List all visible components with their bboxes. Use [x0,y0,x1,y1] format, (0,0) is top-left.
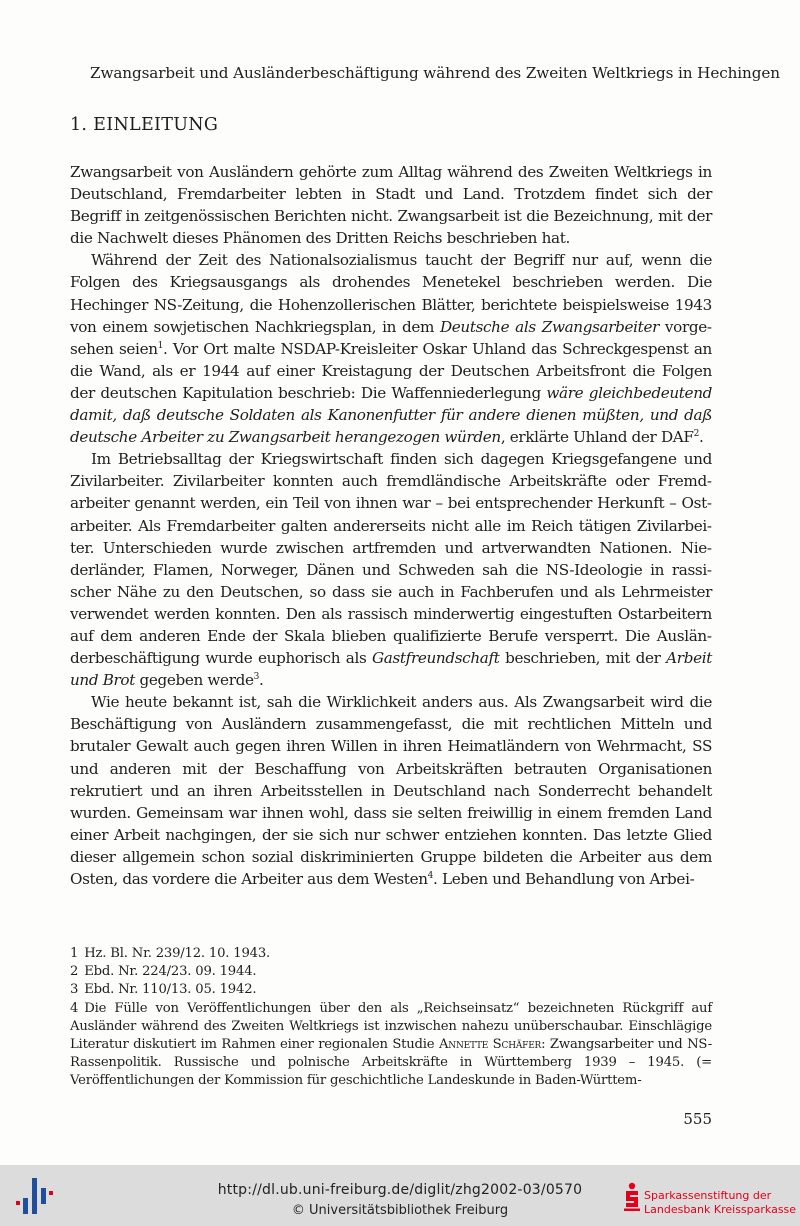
paragraph-4-text-b: . Leben und Behandlung von Arbei- [433,870,695,888]
footer-bar [0,1165,800,1226]
paragraph-2-italic-1: Deutsche als Zwangsarbeiter [439,317,659,336]
footnote-4-author: Annette Schäfer [438,1037,542,1053]
body-text [70,161,712,890]
sparkasse-text [644,1189,800,1217]
paragraph-3-text-e: gegeben werde [134,671,254,690]
paragraph-3-text-c: beschrieben, mit der [499,649,667,668]
paragraph-3-text-a: Im Betriebsalltag der Kriegswirtschaft finden sich dagegen Kriegsgefangene und Zivilarbeiter. Zivilarbeiter konnten auch fremdländische Arbeitskräfte oder Fremdarbeiter genannt werden, ein Teil von ihnen war – bei entsprechender Herkunft – Ostarbeiter. Als Fremdarbeiter galten andererseits nicht alle im Reich tätigen Zivilarbeiter. Unterschieden wurde zwischen artfremden und artverwandten Nationen. Niederländer, Flamen, Norweger, Dänen und Schweden sah die NS-Ideologie in rassischer Nähe zu den Deutschen, so dass sie auch in Fachberufen und als Lehrmeister verwendet werden konnten. Den als rassisch minderwertig eingestuften Ostarbeitern auf dem anderen Ende der Skala blieben qualifizierte Berufe versperrt. Die Ausländerbeschäftigung wurde euphorisch als [70,450,712,668]
footnote-1-text: Hz. Bl. Nr. 239/12. 10. 1943. [84,946,271,961]
paragraph-3-text-f: . [259,671,264,690]
paragraph-2-text-g: . [698,428,704,447]
footnote-2-number: 2 [70,964,79,980]
footnote-2-text: Ebd. Nr. 224/23. 09. 1944. [84,964,257,980]
footnote-ref-4[interactable]: 4 [427,871,434,881]
paragraph-4 [70,691,712,890]
footnote-ref-2[interactable]: 2 [693,429,699,440]
paragraph-3-italic-2: Arbeit und Brot [70,649,712,690]
paragraph-4-text-a: Wie heute bekannt ist, sah die Wirklichkeit anders aus. Als Zwangsarbeit wird die Beschäftigung von Ausländern zusammengefasst, die mit rechtlichen Mitteln und brutaler Gewalt auch gegen ihren Willen in ihren Heimatländern von Wehrmacht, SS und anderen mit der Beschaffung von Arbeitskräften betrauten Organisationen rekrutiert und an ihren Arbeitsstellen in Deutschland nach Sonderrecht behandelt wurden. Gemeinsam war ihnen wohl, dass sie selten freiwillig in einem fremden Land einer Arbeit nachgingen, der sie sich nur schwer entziehen konnten. Das letzte Glied dieser allgemein schon sozial diskriminierten Gruppe bildeten die Arbeiter aus dem Osten, das vordere die Arbeiter aus dem Westen [70,693,712,888]
paragraph-3-italic-1: Gastfreundschaft [372,649,500,668]
footer-url-link[interactable]: http://dl.ub.uni-freiburg.de/diglit/zhg2002-03/0570 [217,1182,583,1198]
footnote-1 [70,945,712,963]
sparkasse-line-2: Landesbank Kreissparkasse [644,1203,797,1216]
footnote-3-number: 3 [70,982,79,998]
footnote-1-number: 1 [70,946,79,961]
footnote-3-text: Ebd. Nr. 110/13. 05. 1942. [84,982,257,998]
paragraph-1-text: Zwangsarbeit von Ausländern gehörte zum Alltag während des Zweiten Weltkriegs in Deutschland, Fremdarbeiter lebten in Stadt und Land. Trotzdem findet sich der Begriff in zeitgenössischen Berichten nicht. Zwangsarbeit ist die Bezeichnung, mit der die Nachwelt dieses Phänomen des Dritten Reichs beschrieben hat. [70,163,712,248]
page-number: 555 [683,1110,712,1128]
footnote-3 [70,981,712,999]
section-title: 1. EINLEITUNG [70,115,219,135]
footnote-ref-3[interactable]: 3 [253,672,259,683]
footer-copyright: © Universitätsbibliothek Freiburg [291,1203,509,1218]
paragraph-2-text-d: . Vor Ort malte NSDAP-Kreisleiter Oskar Uhland das Schreckgespenst an die Wand, als er 1944 auf einer Kreistagung der Deutschen Arbeitsfront die Folgen der deutschen Kapitulation beschrieb: Die Waffenniederlegung [70,339,712,402]
paragraph-2-text-c: vorgesehen seien [70,317,713,358]
sparkasse-logo-icon [622,1182,642,1212]
footnotes [70,945,712,1091]
footnote-2 [70,963,712,981]
running-head: Zwangsarbeit und Ausländerbeschäftigung während des Zweiten Weltkriegs in Hechingen [90,64,780,82]
footnote-4-text-b: : Zwangsarbeiter und NS-Rassenpolitik. Russische und polnische Arbeitskräfte in Württemberg 1939 – 1945. (= Veröffentlichungen der Kommission für geschichtliche Landeskunde in Baden-Württem- [70,1037,712,1089]
paragraph-2 [70,249,712,448]
paragraph-3 [70,448,712,691]
footnote-4-text-a: Die Fülle von Veröffentlichungen über den als „Reichseinsatz“ bezeichneten Rückgriff auf Ausländer während des Zweiten Weltkriegs ist inzwischen nahezu unüberschaubar. Einschlägige Literatur diskutiert im Rahmen einer regionalen Studie [70,1000,712,1053]
paragraph-1 [70,161,712,249]
paragraph-2-text-a: Während der Zeit des Nationalsozialismus taucht der Begriff nur auf, wenn die Folgen des Kriegsausgangs als drohendes Menetekel beschrieben werden. Die Hechinger NS-Zeitung, die Hohenzollerischen Blätter, berichtete beispielsweise 1943 von einem sowjetischen Nachkriegsplan, in dem [70,251,712,336]
sparkasse-line-1: Sparkassenstiftung der [644,1189,772,1202]
footnote-4 [70,1000,712,1091]
paragraph-2-italic-2: wäre gleichbedeutend damit, daß deutsche Soldaten als Kanonenfutter für andere dienen müßten, und daß deutsche Arbeiter zu Zwangsarbeit herangezogen würden [70,383,712,447]
footnote-4-number: 4 [70,1000,79,1016]
paragraph-2-text-f: , erklärte Uhland der DAF [500,428,694,447]
footnote-ref-1[interactable]: 1 [157,340,164,351]
